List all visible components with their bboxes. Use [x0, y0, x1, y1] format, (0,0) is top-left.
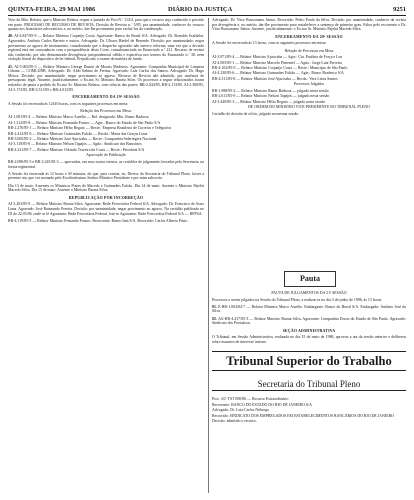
entry-text: AI-5.063/85-3 — Relator Ministro George Duarte de Morais Medeiros. Agravante: Companhia Municipal de Limpeza Urbana — COMLURB. Advogado: Dr. Aldo Sabino de Freitas. Agravado: Luiz Carlos dos Santos. Advogado: Dr. Hugo Mósca. Decisão: por unanimidade, negar provimento ao agravo. Recurso de Revista não admitido, por ausência de pressuposto legal. Ausente, justificadamente, o Ex.mo Sr. Ministro Barata Silva. Os processos a seguir relacionados foram retirados de pauta a pedido do Ex.mo Sr. Ministro Relator, com ciência das partes: RR-2.044/85, RR-2.113/85, AI-2.380/85, AI-3.172/85, RR-3.511/85 e RR-4.012/85. — [8, 64, 204, 92]
right-column-mid — [212, 290, 406, 348]
entry-number: 41. — [8, 64, 15, 69]
subsection-heading: PAUTA DE JULGAMENTOS DA 21ª SESSÃO — [271, 291, 347, 295]
left-column — [8, 18, 204, 493]
case-entry — [212, 317, 406, 326]
case-list-item: AI-4.005/85-1 — Relator Ministro Marcelo Pimentel — Agdo.: Jorge Luiz Ferreira — [212, 60, 342, 65]
subsection-heading: Processos Julgados — [294, 82, 324, 87]
case-entry — [8, 34, 204, 62]
entry-text: A Sessão foi encerrada às 12h10 horas, com os seguintes processos em mesa: — [8, 101, 129, 106]
case-entry — [8, 160, 204, 169]
entry-text: RR-4.119/85-5 — Relator Ministro Fernando Franco. Recorrente: Banco Itaú S/A. Recorrido: Carlos Alberto Pinto. — [8, 218, 188, 223]
case-entry — [8, 219, 204, 224]
case-entry — [8, 184, 204, 193]
secretaria-heading: Secretaria do Tribunal Pleno — [212, 378, 406, 391]
subsection-heading: DE ORDEM DO MINISTRO VICE-PRESIDENTE DO TRIBUNAL PLENO — [248, 105, 370, 110]
header-date: QUINTA-FEIRA, 29 MAI 1986 — [8, 6, 96, 13]
case-entry — [8, 202, 204, 216]
case-list-item: RR-2.270/85-1 — Relator Ministro Hélio Regato — Recte.: Empresa Brasileira de Correios e Telégrafos — [8, 126, 172, 131]
case-list-item: RR-4.221/85-7 — Relator Ministro Orlando Teixeira da Costa — Recte.: Petrobrás S/A — [8, 147, 145, 152]
case-list-item: AI-3.440/85-3 — Relator Ministro Hélio Regato — julgado nesta sessão — [212, 99, 326, 104]
entry-text: Voto da Min. Relator, que o Ministro Relator requer a juntada do ProcN.º 114/4, para que o recurso seja conhecido e provido em parte. PROCESSO DE RECURSO DE REVISTA. Decisão de Revista n.º 5/85, por unanimidade, conhecer do recurso quanto aos honorários advocatícios e, no mérito, dar-lhe provimento para excluí-los da condenação. — [8, 18, 204, 32]
case-entry — [212, 298, 406, 303]
case-entry — [212, 112, 406, 117]
right-column-bottom — [212, 397, 406, 425]
subsection-heading: Relação dos Processos em Mesa: — [80, 108, 132, 113]
header-publication-title: DIÁRIO DA JUSTIÇA — [168, 6, 233, 13]
entry-number: 40. — [8, 34, 15, 39]
header-rule — [8, 15, 406, 16]
entry-text: Advogado: Dr. Vitor Russomano Júnior. Recorrido: Pedro Paulo da Silva. Decisão: por unanimidade, conhecer da revista por divergência e, no mérito, dar-lhe provimento para restabelecer a sentença de primeiro grau. Falou pelo recorrente o Dr. Vitor Russomano Júnior. Ausente, justificadamente, o Ex.mo Sr. Ministro Pajehú Macedo Silva. — [212, 18, 406, 32]
entry-text: A Sessão foi encerrada às 12 horas e 30 minutos, do que, para constar, eu, Diretor da Secretaria do Tribunal Pleno, lavrei a presente ata, que vai assinada pelo Excelentíssimo Senhor Ministro Presidente e por mim subscrita. — [8, 171, 204, 181]
case-list-item: RR-2.412/85-6 — Relator Ministro Guimarães Falcão — Recda.: Maria das Graças Lima — [8, 131, 148, 136]
entry-text: Dia 13 de maio: Ausentes os Ministros Prates de Macedo e Guimarães Falcão. Dia 14 de maio: Ausente o Ministro Pajehú Macedo Silva. Dia 15 de maio: Ausente o Ministro Barata Silva. — [8, 183, 204, 193]
entry-text: AI-3.203/85-9 — Relator Ministro Barata Silva. Agravante: Rede Ferroviária Federal S/A. Advogado: Dr. Francisco de Assis Lima. Agravado: José Raimundo Pereira. Decisão: por unanimidade, negar provimento ao agravo. Na certidão publicada no DJ de 22.05.86, onde se lê Agravante: Rede Ferroviária Federal, leia-se Agravante: Rede Ferroviária Federal S/A — RFFSA. — [8, 202, 204, 216]
entry-text: E-RR-1.004/84-7 — Relator Ministro Marco Aurélio. Embargante: Banco do Brasil S/A. Embargado: Antônio José da Silva. — [212, 304, 406, 314]
case-list-item: RR-4.311/85-8 — Relator Ministro José Ajuricaba — Recda.: Vera Lúcia Santos — [212, 76, 338, 81]
header-page-number: 9251 — [393, 6, 406, 13]
case-entry — [212, 305, 406, 314]
decision-line: Recorrente: BANCO DO ESTADO DO RIO DE JANEIRO S/A — [212, 402, 312, 407]
case-list-item: AI-3.871/85-4 — Relator Ministro Ajuricaba — Agte.: Cia. Paulista de Força e Luz — [212, 55, 343, 60]
section-heading: ENCERRAMENTO DA 20ª SESSÃO — [275, 34, 343, 39]
page-header — [8, 5, 406, 15]
section-heading: ENCERRAMENTO DA 19ª SESSÃO — [72, 95, 140, 100]
case-list-item: RR-2.611/85-0 — Relator Ministro Nelson Tapajós — julgado nesta sessão — [212, 94, 330, 99]
case-list — [212, 89, 406, 104]
case-list-item: AI-4.230/85-6 — Relator Ministro Guimarães Falcão — Agte.: Banco Bradesco S/A — [212, 71, 344, 76]
case-list-item: AI-1.081/85-4 — Relator Ministro Marco Aurélio — Rel. designado: Min. Ranor Barbosa — [8, 115, 149, 120]
case-list — [8, 115, 204, 152]
journal-page — [8, 5, 406, 495]
subsection-heading: Aprovação de Publicação — [86, 153, 126, 158]
entry-text: Certidão de decisão de ofício, julgada na mesma sessão. — [212, 111, 300, 116]
case-list — [212, 55, 406, 81]
entry-text: A Sessão foi encerrada às 13 horas, com os seguintes processos em mesa: — [212, 41, 327, 46]
entry-text: Processos a serem julgados na Sessão do Tribunal Pleno, a realizar-se no dia 5 de junho de 1986, às 13 horas: — [212, 297, 383, 302]
tribunal-heading: Tribunal Superior do Trabalho — [212, 351, 406, 371]
column-divider — [208, 18, 209, 493]
right-column-top — [212, 18, 406, 268]
case-list-item: AI-3.118/85-0 — Relator Ministro Nelson Tapajós — Agdo.: Sindicato dos Bancários — [8, 142, 142, 147]
decision-line: Proc. AC-TST 000/86 — Recurso Extraordinário — [212, 397, 289, 401]
subsection-heading: Relação de Processos em Mesa — [284, 48, 334, 53]
case-list-item: AI-1.212/85-8 — Relator Ministro Fernando Franco — Agte.: Banco do Estado de São Paulo S/A — [8, 120, 161, 125]
case-entry — [8, 172, 204, 181]
case-entry — [212, 335, 406, 344]
pauta-heading-box: Pauta — [284, 271, 336, 287]
entry-text: RR-2.080/85-5 e RR-2.245/85-3 — aprovadas, em seus exatos termos, as certidões de julgamento lavradas pela Secretaria, na forma regimental. — [8, 160, 204, 169]
case-entry — [212, 18, 406, 32]
decision-line: Decisão: admitido o recurso. — [212, 419, 257, 424]
decision-line: Advogado: Dr. Luiz Carlos Nóbrega — [212, 408, 269, 413]
entry-text: O Tribunal, em Sessão Administrativa, realizada no dia 15 de maio de 1986, aprovou a ata da sessão anterior e deliberou sobre assuntos de interesse interno. — [212, 335, 406, 344]
case-entry — [8, 65, 204, 93]
case-entry — [8, 18, 204, 32]
entry-number: 02. — [212, 316, 218, 321]
case-list-item: RR-3.005/85-2 — Relator Ministro José Ajuricaba — Recte.: Companhia Siderúrgica Nacional — [8, 137, 157, 142]
case-list-item: RR-1.988/85-2 — Relator Ministro Ranor Barbosa — julgado nesta sessão — [212, 88, 329, 93]
entry-number: 01. — [212, 304, 219, 309]
section-heading: SEÇÃO ADMINISTRATIVA — [282, 328, 336, 333]
case-entry — [212, 41, 406, 46]
section-heading: REPUBLICAÇÃO POR INCORREÇÃO — [68, 195, 144, 200]
entry-text: AG-RR-4.417/85-3 — Relator Ministro Barata Silva. Agravante: Companhia Docas do Estado de São Paulo. Agravado: Sindicato dos Portuários. — [212, 316, 406, 326]
decision-line: Recorrido: SINDICATO DOS EMPREGADOS EM ESTABELECIMENTOS BANCÁRIOS DO RIO DE JANEIRO — [212, 413, 394, 418]
case-entry — [8, 102, 204, 107]
case-list-item: RR-4.102/85-0 — Relator Ministro Coqueijo Costa — Recte.: Município de São Paulo — [212, 65, 348, 70]
entry-text: AI-4.847/85-9 — Relator Ministro Coqueijo Costa. Agravante: Banco do Brasil S/A. Advogado: Dr. Ronaldo Scaldelai. Agravados: Antônio Carlos Barreto e outros. Advogado: Dr. Ulisses Riedel de Resende. Decisão: por unanimidade, negar provimento ao agravo de instrumento, considerando que o despacho agravado não merece reforma, uma vez que a decisão regional está em consonância com a jurisprudência desta Corte, consubstanciada no Enunciado n.º 221. Recurso de revista não conhecido, por não demonstrada divergência jurisprudencial válida e específica nos termos do Enunciado n.º 38, nem violação literal de dispositivo de lei federal. Prejudicado o exame da matéria de fundo. — [8, 34, 204, 62]
